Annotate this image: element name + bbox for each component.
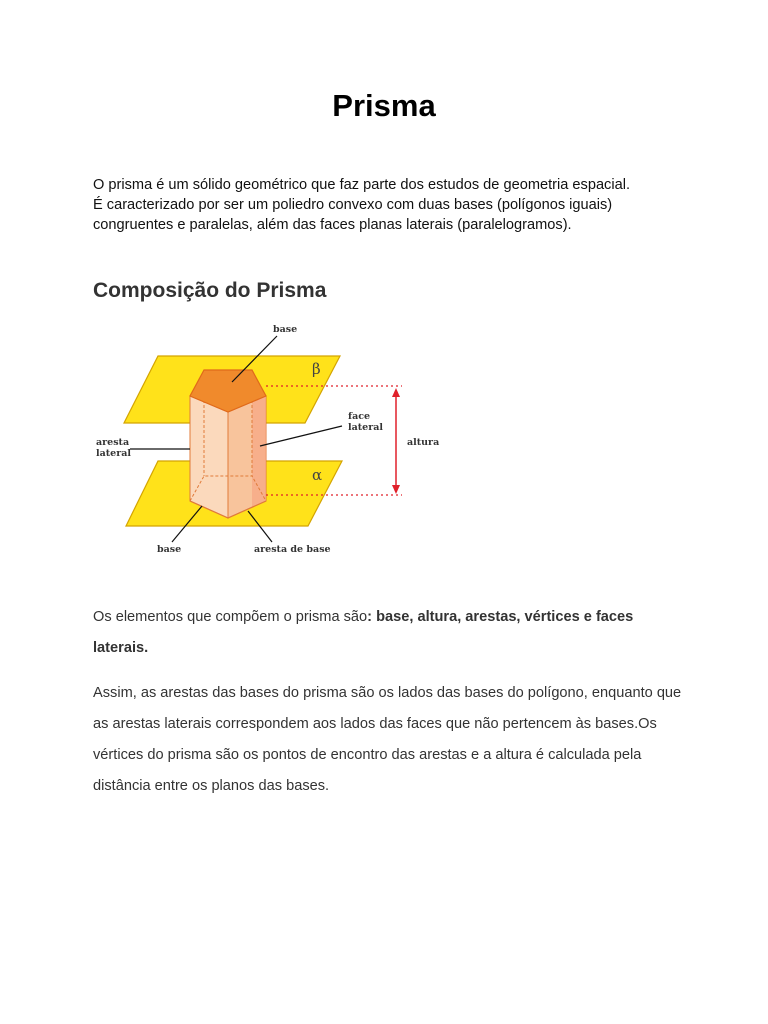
prism-diagram (92, 318, 452, 562)
prism-left-face (190, 396, 228, 518)
explanation-paragraph: Assim, as arestas das bases do prisma são os lados das bases do polígono, enquanto que as arestas laterais correspondem aos lados das faces que não pertencem às bases.Os vértices do prisma são os pontos de encontro das arestas e a altura é calculada pela distância entre os planos das bases. (93, 685, 682, 794)
elements-paragraph (93, 602, 683, 664)
elements-text: Os elementos que compõem o prisma são (93, 609, 368, 625)
label-alpha: α (312, 466, 323, 484)
intro-line-2: É caracterizado por ser um poliedro convexo com duas bases (polígonos iguais) (93, 197, 613, 213)
label-aresta-lateral-1: aresta (96, 437, 130, 448)
intro-paragraph (93, 175, 693, 235)
prism-lateral-face (252, 396, 266, 507)
label-base-top: base (273, 324, 298, 335)
page-title: Prisma (332, 88, 436, 123)
leader-face-lateral (260, 426, 342, 446)
intro-line-3: congruentes e paralelas, além das faces planas laterais (paralelogramos). (93, 217, 572, 233)
label-altura: altura (407, 437, 440, 448)
prism-diagram-svg (92, 318, 452, 562)
height-arrow-head-top (392, 388, 400, 397)
height-arrow-head-bottom (392, 485, 400, 494)
label-face-lateral-2: lateral (348, 422, 383, 433)
label-aresta-de-base: aresta de base (254, 544, 331, 555)
section-heading: Composição do Prisma (93, 279, 327, 302)
label-face-lateral-1: face (348, 411, 371, 422)
label-aresta-lateral-2: lateral (96, 448, 131, 459)
intro-line-1: O prisma é um sólido geométrico que faz parte dos estudos de geometria espacial. (93, 177, 631, 193)
label-base-bottom: base (157, 544, 182, 555)
elements-bold-list: : base, altura, arestas, vértices e faces laterais. (93, 609, 634, 656)
label-beta: β (312, 360, 321, 378)
